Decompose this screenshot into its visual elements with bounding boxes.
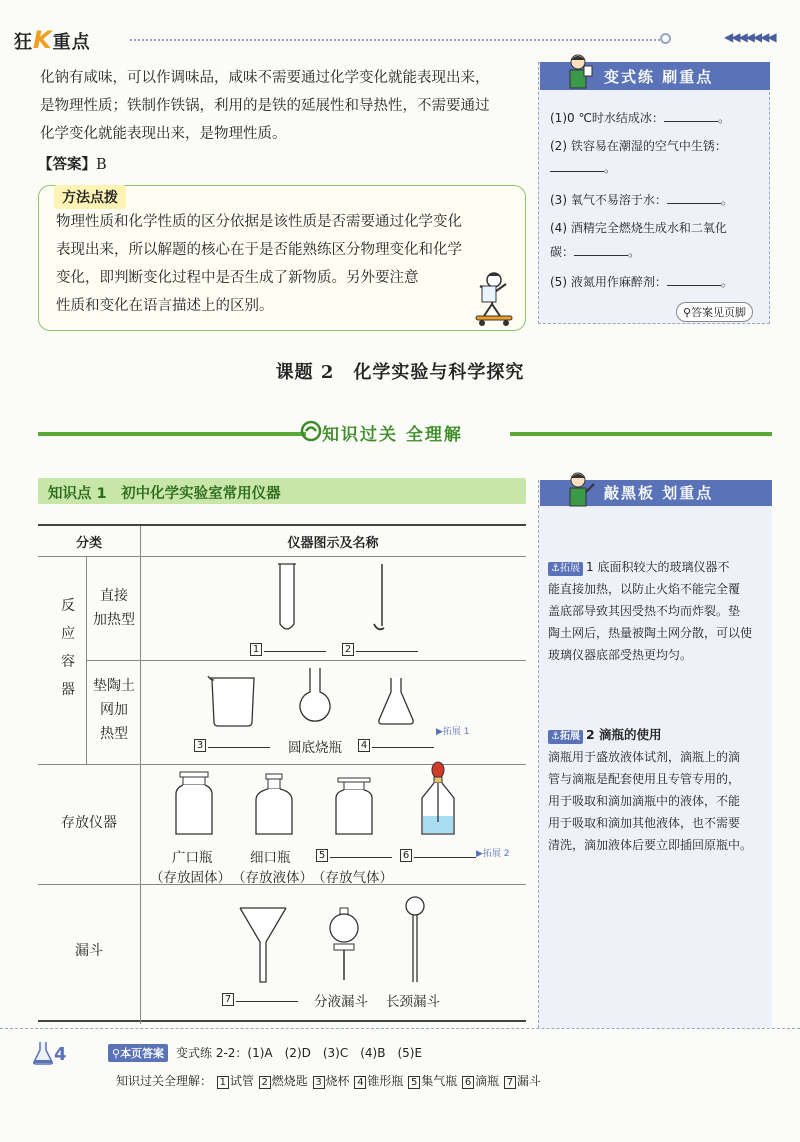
footer-dashed-line — [0, 1028, 800, 1029]
header-dotted-line — [130, 39, 660, 41]
header-content: 仪器图示及名称 — [287, 536, 379, 551]
label-long-neck-funnel: 长颈漏斗 — [386, 994, 440, 1010]
anchor-icon: ⚓ — [551, 563, 560, 574]
label-round-flask: 圆底烧瓶 — [288, 740, 342, 756]
wide-mouth-bottle-drawing — [174, 770, 214, 838]
blank-5[interactable]: 5 — [316, 846, 392, 862]
exercise-item: (3) 氧气不易溶于水： 。 — [550, 193, 733, 207]
dropper-bottle-drawing — [420, 760, 456, 838]
knowledge-point-title: 知识点 1 初中化学实验室常用仪器 — [48, 486, 281, 502]
answer-blank[interactable] — [550, 160, 604, 172]
extension-1-link[interactable]: ▶拓展 1 — [436, 727, 470, 737]
blank-1[interactable]: 1 — [250, 640, 326, 656]
conical-flask-drawing — [376, 676, 416, 726]
round-bottom-flask-drawing — [298, 666, 332, 730]
exercise-item: 碳： 。 — [550, 245, 641, 259]
text-line: 化钠有咸味，可以作调味品，咸味不需要通过化学变化就能表现出来， — [40, 70, 490, 86]
header-category: 分类 — [75, 536, 102, 551]
group-label-reaction: 反应容器 — [61, 598, 75, 698]
skateboard-student-icon — [468, 268, 520, 330]
section-title: 知识过关 全理解 — [322, 425, 463, 445]
footer-answers-exercise: 变式练 2-2：(1)A (2)D (3)C (4)B (5)E — [176, 1046, 423, 1060]
blank-3[interactable]: 3 — [194, 736, 270, 752]
exercise-item: (2) 铁容易在潮湿的空气中生锈： — [550, 139, 727, 153]
blank-4[interactable]: 4 — [358, 736, 434, 752]
text-line: 变化，即判断变化过程中是否生成了新物质。另外要注意 — [56, 270, 419, 286]
blank-2[interactable]: 2 — [342, 640, 418, 656]
exercise-item: (5) 液氮用作麻醉剂： 。 — [550, 275, 733, 289]
row-label-funnel: 漏斗 — [75, 943, 103, 959]
narrow-mouth-bottle-drawing — [254, 772, 294, 838]
answer-line: 【答案】B — [38, 156, 107, 173]
page-number: 4 — [54, 1044, 67, 1065]
brand-logo: 狂K重点 — [14, 26, 91, 54]
pin-icon: ⚲ — [112, 1047, 121, 1060]
extension-tag: ⚓拓展 — [548, 730, 583, 744]
lesson-title: 课题 2 化学实验与科学探究 — [275, 362, 525, 383]
row-label-direct-heat: 直接 加热型 — [93, 588, 135, 628]
label-separatory-funnel: 分液漏斗 — [314, 994, 368, 1010]
method-text — [56, 208, 516, 320]
label-narrow-bottle: 细口瓶 — [250, 850, 291, 866]
teacher-icon — [560, 470, 596, 510]
method-title: 方法点拨 — [54, 185, 126, 209]
blank-6[interactable]: 6 — [400, 846, 476, 862]
answer-blank[interactable] — [664, 110, 718, 122]
exercise-title: 变式练 刷重点 — [604, 68, 714, 86]
answer-blank[interactable] — [667, 274, 721, 286]
section-rule-right — [510, 432, 772, 436]
exercise-item: (1)0 ℃时水结成冰： 。 — [550, 111, 730, 125]
text-line: 物理性质和化学性质的区分依据是该性质是否需要通过化学变化 — [56, 214, 462, 230]
text-line: 化学变化就能表现出来，是物理性质。 — [40, 126, 287, 142]
note-liquid: （存放液体） — [232, 870, 313, 886]
beaker-drawing — [204, 672, 260, 728]
answer-blank[interactable] — [667, 192, 721, 204]
note-gas: （存放气体） — [312, 870, 393, 886]
flask-page-icon — [32, 1040, 54, 1066]
extension-2-note: ⚓拓展 2 滴瓶的使用 滴瓶用于盛放液体试剂，滴瓶上的滴 管与滴瓶是配套使用且专管专用的， 用于吸取和滴加滴瓶中的液体，不能 用于吸取和滴加其他液体，也不需要 清洗，滴加液体后要立即插回原瓶中。 — [548, 727, 753, 852]
blackboard-title: 敲黑板 划重点 — [604, 484, 714, 502]
text-line: 表现出来，所以解题的核心在于是否能熟练区分物理变化和化学 — [56, 242, 462, 258]
continued-explanation — [40, 64, 530, 148]
test-tube-drawing — [276, 562, 298, 634]
page-answer-tag: ⚲本页答案 — [108, 1044, 168, 1062]
extension-2-link[interactable]: ▶拓展 2 — [476, 849, 510, 859]
text-line: 是物理性质；铁制作铁锅，利用的是铁的延展性和导热性，不需要通过 — [40, 98, 490, 114]
exercise-item: 。 — [550, 158, 770, 178]
teacher-icon — [560, 52, 596, 92]
row-label-gauze-heat: 垫陶土 网加 热型 — [93, 678, 135, 742]
extension-tag: ⚓拓展 — [548, 562, 583, 576]
header-ring-icon — [660, 33, 671, 44]
footer-answers-knowledge: 知识过关全理解： 1 试管 2 燃烧匙 3 烧杯 4 锥形瓶 5 集气瓶 6 滴瓶 7 漏斗 — [116, 1074, 541, 1088]
pin-icon: ⚲ — [683, 306, 692, 319]
row-label-storage: 存放仪器 — [61, 815, 117, 831]
exercise-item: (4) 酒精完全燃烧生成水和二氧化 — [550, 221, 727, 235]
anchor-icon: ⚓ — [551, 731, 560, 742]
answer-blank[interactable] — [574, 244, 628, 256]
combustion-spoon-drawing — [368, 562, 390, 634]
text-line: 性质和变化在语言描述上的区别。 — [56, 298, 274, 314]
separatory-funnel-drawing — [324, 906, 364, 982]
long-neck-funnel-drawing — [400, 894, 430, 984]
see-footer-answer-tag: ⚲答案见页脚 — [676, 302, 753, 322]
extension-1-note: ⚓拓展 1 底面积较大的玻璃仪器不 能直接加热，以防止火焰不能完全覆 盖底部导致其因受热不均而炸裂。垫 陶土网后，热量被陶土网分散，可以使 玻璃仪器底部受热更均匀。 — [548, 560, 753, 662]
note-solid: （存放固体） — [150, 870, 231, 886]
blank-7[interactable]: 7 — [222, 990, 298, 1006]
section-rule-left — [38, 432, 306, 436]
gas-collecting-bottle-drawing — [334, 776, 374, 838]
swirl-icon — [300, 420, 322, 442]
answer-value: B — [96, 157, 107, 173]
label-wide-bottle: 广口瓶 — [172, 850, 213, 866]
header-arrows-icon: ◀◀◀◀◀◀◀ — [724, 30, 775, 44]
funnel-drawing — [238, 904, 288, 984]
